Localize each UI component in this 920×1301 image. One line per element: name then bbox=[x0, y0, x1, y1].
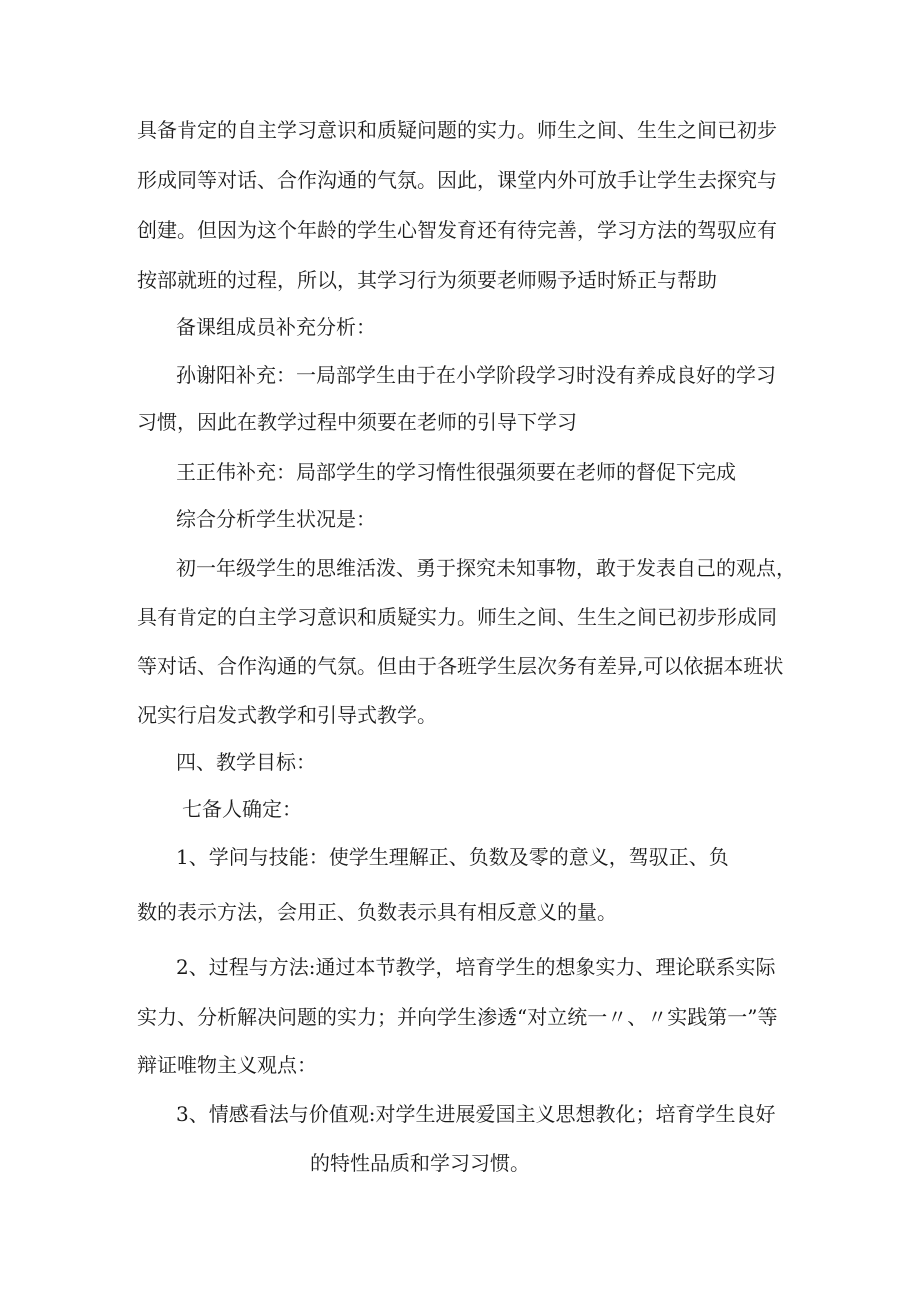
text-line: 备课组成员补充分析： bbox=[176, 315, 376, 339]
text-line: 具备肯定的自主学习意识和质疑问题的实力。师生之间、生生之间已初步 bbox=[137, 118, 777, 142]
text-line: 具有肯定的白主学习意识和质疑实力。师生之间、生生之间已初步形成同 bbox=[137, 605, 777, 629]
text-line: 实力、分析解决问题的实力；并向学生渗透“对立统一〃、〃实践第一”等 bbox=[137, 1005, 778, 1029]
text-line: 数的表示方法，会用正、负数表示具有相反意义的量。 bbox=[137, 900, 617, 924]
text-line: 2、过程与方法:通过本节教学，培育学生的想象实力、理论联系实际 bbox=[176, 955, 776, 979]
text-line: 1、学问与技能：使学生理解正、负数及零的意义，驾驭正、负 bbox=[176, 845, 729, 869]
text-line: 七备人确定： bbox=[182, 797, 302, 821]
text-line: 四、教学目标： bbox=[176, 750, 316, 774]
text-line: 的特性品质和学习习惯。 bbox=[310, 1151, 530, 1175]
text-line: 形成同等对话、合作沟通的气氛。因此，课堂内外可放手让学生去探究与 bbox=[137, 168, 777, 192]
text-line: 习惯，因此在教学过程中须要在老师的引导下学习 bbox=[137, 410, 577, 434]
text-line: 孙谢阳补充：一局部学生由于在小学阶段学习时没有养成良好的学习 bbox=[176, 363, 776, 387]
text-line: 初一年级学生的思维活泼、勇于探究未知事物，敢于发表自己的观点， bbox=[176, 556, 796, 580]
text-line: 况实行启发式教学和引导式教学。 bbox=[137, 703, 437, 727]
text-line: 王正伟补充：局部学生的学习惰性很强须要在老师的督促下完成 bbox=[176, 460, 736, 484]
text-line: 3、情感看法与价值观:对学生进展爱国主义思想教化；培育学生良好 bbox=[176, 1102, 776, 1126]
text-line: 辩证唯物主义观点： bbox=[137, 1053, 317, 1077]
text-line: 创建。但因为这个年龄的学生心智发育还有待完善，学习方法的驾驭应有 bbox=[137, 218, 777, 242]
text-line: 按部就班的过程，所以，其学习行为须要老师赐予适时矫正与帮助 bbox=[137, 268, 717, 292]
text-line: 等对话、合作沟通的气氛。但由于各班学生层次务有差异,可以依据本班状 bbox=[137, 654, 784, 678]
text-line: 综合分析学生状况是： bbox=[176, 507, 376, 531]
